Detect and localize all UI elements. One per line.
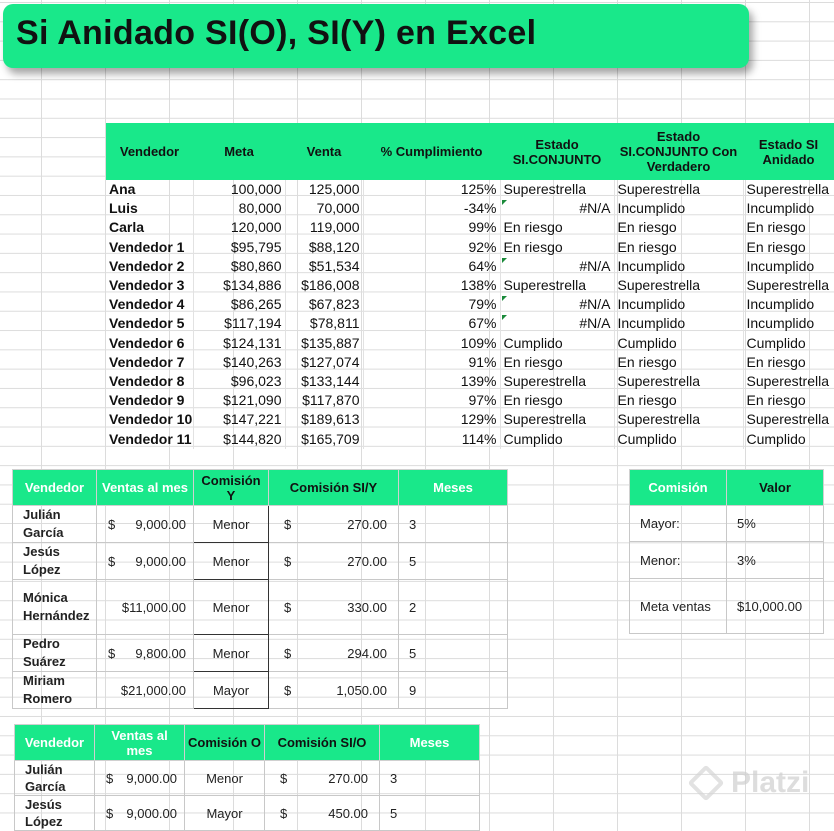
col-header-estado-si-anidado[interactable]: Estado SI Anidado — [743, 123, 834, 180]
money-value — [100, 683, 190, 698]
cell-meses[interactable]: 5 — [399, 635, 508, 672]
cell-venta[interactable]: $88,120 — [285, 238, 363, 257]
platzi-watermark — [693, 766, 809, 800]
cell-vendedor[interactable]: Luis — [106, 199, 193, 218]
cell-vendedor[interactable]: Mónica Hernández — [13, 580, 97, 635]
money-value — [272, 600, 395, 615]
cell-ventas-mes[interactable] — [97, 580, 194, 635]
cell-estado-si-conjunto-verdadero[interactable]: Incumplido — [614, 314, 743, 333]
amount: 270.00 — [347, 516, 387, 532]
cell-ventas-mes[interactable] — [97, 672, 194, 709]
cell-vendedor[interactable]: Vendedor 10 — [106, 410, 193, 429]
cell-estado-si-anidado[interactable]: En riesgo — [743, 391, 834, 410]
cell-comision-valor[interactable] — [269, 506, 399, 543]
cell-meses[interactable]: 5 — [380, 796, 480, 831]
cell-estado-si-anidado[interactable]: En riesgo — [743, 353, 834, 372]
cell-estado-si-anidado[interactable]: Superestrella — [743, 410, 834, 429]
table-row — [15, 796, 480, 831]
cell-estado-si-conjunto[interactable]: Cumplido — [500, 429, 614, 448]
cell-venta[interactable]: $133,144 — [285, 372, 363, 391]
amount: 9,800.00 — [135, 645, 186, 661]
cell-estado-si-conjunto-verdadero[interactable]: Superestrella — [614, 276, 743, 295]
cell-estado-si-conjunto-verdadero[interactable]: Superestrella — [614, 372, 743, 391]
amount: 9,000.00 — [126, 805, 177, 821]
amount: 330.00 — [347, 599, 387, 615]
cell-cumplimiento[interactable]: 97% — [363, 391, 500, 410]
money-value — [268, 771, 376, 786]
col-header-ventas-mes[interactable]: Ventas al mes — [95, 725, 185, 761]
cell-estado-si-anidado[interactable]: Superestrella — [743, 180, 834, 199]
cell-meta[interactable]: $134,886 — [193, 276, 285, 295]
cell-estado-si-conjunto-verdadero[interactable]: En riesgo — [614, 238, 743, 257]
col-header-comision-si-y[interactable]: Comisión SI/Y — [269, 470, 399, 506]
table-row — [106, 372, 834, 391]
cell-ventas-mes[interactable] — [95, 761, 185, 796]
cell-meta[interactable]: 100,000 — [193, 180, 285, 199]
cell-vendedor[interactable]: Vendedor 7 — [106, 353, 193, 372]
cell-estado-si-conjunto[interactable]: #N/A — [500, 295, 614, 314]
cell-estado-si-conjunto[interactable]: #N/A — [500, 199, 614, 218]
cell-meta[interactable]: $96,023 — [193, 372, 285, 391]
cell-estado-si-anidado[interactable]: Cumplido — [743, 334, 834, 353]
amount: $21,000.00 — [120, 682, 186, 698]
cell-vendedor[interactable]: Vendedor 9 — [106, 391, 193, 410]
page-title: Si Anidado SI(O), SI(Y) en Excel — [16, 14, 537, 52]
cell-venta[interactable]: $189,613 — [285, 410, 363, 429]
cell-venta[interactable]: $186,008 — [285, 276, 363, 295]
cell-estado-si-conjunto-verdadero[interactable]: Superestrella — [614, 410, 743, 429]
cell-estado-si-conjunto[interactable]: Superestrella — [500, 276, 614, 295]
cell-cumplimiento[interactable]: 139% — [363, 372, 500, 391]
cell-meta[interactable]: $117,194 — [193, 314, 285, 333]
col-header-meses[interactable]: Meses — [380, 725, 480, 761]
commission-or-table — [14, 724, 480, 831]
watermark-text: Platzi — [731, 766, 810, 799]
cell-comision[interactable]: Mayor — [194, 672, 269, 709]
cell-estado-si-conjunto-verdadero[interactable]: En riesgo — [614, 353, 743, 372]
cell-meses[interactable]: 5 — [399, 543, 508, 580]
cell-cumplimiento[interactable]: 114% — [363, 429, 500, 448]
cell-comision[interactable]: Menor — [185, 761, 265, 796]
platzi-logo-icon — [688, 765, 725, 802]
cell-vendedor[interactable]: Vendedor 4 — [106, 295, 193, 314]
cell-estado-si-conjunto-verdadero[interactable]: En riesgo — [614, 218, 743, 237]
currency-symbol: $ — [106, 770, 114, 786]
cell-ventas-mes[interactable] — [97, 635, 194, 672]
money-value — [100, 517, 190, 532]
amount: 450.00 — [328, 805, 368, 821]
cell-meta[interactable]: $147,221 — [193, 410, 285, 429]
col-header-meses[interactable]: Meses — [399, 470, 508, 506]
table-row — [106, 410, 834, 429]
cell-estado-si-anidado[interactable]: Incumplido — [743, 314, 834, 333]
currency-symbol: $ — [284, 645, 292, 661]
money-value — [272, 554, 395, 569]
col-header-valor[interactable]: Valor — [727, 470, 824, 506]
cell-ventas-mes[interactable] — [97, 543, 194, 580]
cell-vendedor[interactable]: Vendedor 6 — [106, 334, 193, 353]
cell-estado-si-conjunto-verdadero[interactable]: En riesgo — [614, 391, 743, 410]
cell-vendedor[interactable]: Miriam Romero — [13, 672, 97, 709]
amount: 270.00 — [328, 770, 368, 786]
cell-cumplimiento[interactable]: 109% — [363, 334, 500, 353]
cell-estado-si-conjunto[interactable]: Superestrella — [500, 372, 614, 391]
cell-ventas-mes[interactable] — [95, 796, 185, 831]
cell-cumplimiento[interactable]: 91% — [363, 353, 500, 372]
amount: 9,000.00 — [135, 553, 186, 569]
table-row — [13, 635, 508, 672]
cell-vendedor[interactable]: Vendedor 3 — [106, 276, 193, 295]
cell-vendedor[interactable]: Carla — [106, 218, 193, 237]
cell-vendedor[interactable]: Vendedor 5 — [106, 314, 193, 333]
currency-symbol: $ — [280, 805, 288, 821]
cell-meta[interactable]: $140,263 — [193, 353, 285, 372]
table-row — [13, 506, 508, 543]
commission-and-table — [12, 469, 508, 709]
cell-venta[interactable]: 125,000 — [285, 180, 363, 199]
cell-comision-valor[interactable] — [265, 796, 380, 831]
cell-venta[interactable]: $67,823 — [285, 295, 363, 314]
cell-vendedor[interactable]: Jesús López — [15, 796, 95, 831]
table-row — [106, 238, 834, 257]
col-header-meta[interactable]: Meta — [193, 123, 285, 180]
cell-venta[interactable]: 119,000 — [285, 218, 363, 237]
col-header-vendedor[interactable]: Vendedor — [13, 470, 97, 506]
cell-meta[interactable]: $86,265 — [193, 295, 285, 314]
col-header-comision-y[interactable]: Comisión Y — [194, 470, 269, 506]
cell-venta[interactable]: $78,811 — [285, 314, 363, 333]
col-header-comision[interactable]: Comisión — [630, 470, 727, 506]
cell-estado-si-conjunto[interactable]: En riesgo — [500, 353, 614, 372]
col-header-estado-si-conjunto[interactable]: Estado SI.CONJUNTO — [500, 123, 614, 180]
cell-cumplimiento[interactable]: 79% — [363, 295, 500, 314]
cell-estado-si-anidado[interactable]: Incumplido — [743, 295, 834, 314]
cell-comision-valor[interactable] — [269, 543, 399, 580]
table-row — [13, 543, 508, 580]
currency-symbol: $ — [108, 553, 116, 569]
param-value-menor[interactable]: 3% — [727, 542, 824, 579]
money-value — [272, 683, 395, 698]
money-value — [100, 600, 190, 615]
commission-parameters-table — [629, 469, 824, 634]
cell-estado-si-anidado[interactable]: Incumplido — [743, 199, 834, 218]
cell-estado-si-conjunto[interactable]: Superestrella — [500, 180, 614, 199]
currency-symbol: $ — [284, 599, 292, 615]
table-row — [106, 276, 834, 295]
cell-estado-si-conjunto[interactable]: En riesgo — [500, 391, 614, 410]
table-row — [106, 391, 834, 410]
cell-estado-si-conjunto[interactable]: Cumplido — [500, 334, 614, 353]
cell-comision[interactable]: Menor — [194, 506, 269, 543]
table-row — [15, 761, 480, 796]
cell-meta[interactable]: $95,795 — [193, 238, 285, 257]
cell-meta[interactable]: 80,000 — [193, 199, 285, 218]
cell-vendedor[interactable]: Vendedor 8 — [106, 372, 193, 391]
cell-estado-si-conjunto[interactable]: En riesgo — [500, 218, 614, 237]
cell-cumplimiento[interactable]: 67% — [363, 314, 500, 333]
sales-status-table — [106, 123, 834, 449]
cell-meses[interactable]: 3 — [380, 761, 480, 796]
cell-meses[interactable]: 3 — [399, 506, 508, 543]
cell-estado-si-conjunto-verdadero[interactable]: Incumplido — [614, 295, 743, 314]
table-row — [13, 580, 508, 635]
currency-symbol: $ — [106, 805, 114, 821]
table-row — [106, 257, 834, 276]
cell-comision[interactable]: Menor — [194, 580, 269, 635]
money-value — [100, 646, 190, 661]
cell-cumplimiento[interactable]: 129% — [363, 410, 500, 429]
cell-comision-valor[interactable] — [269, 635, 399, 672]
col-header-ventas-mes[interactable]: Ventas al mes — [97, 470, 194, 506]
table-row — [106, 334, 834, 353]
cell-cumplimiento[interactable]: 92% — [363, 238, 500, 257]
param-label-mayor[interactable]: Mayor: — [630, 506, 727, 542]
cell-venta[interactable]: $135,887 — [285, 334, 363, 353]
col-header-estado-si-conjunto-verdadero[interactable]: Estado SI.CONJUNTO Con Verdadero — [614, 123, 743, 180]
cell-estado-si-anidado[interactable]: En riesgo — [743, 238, 834, 257]
currency-symbol: $ — [108, 516, 116, 532]
money-value — [272, 517, 395, 532]
amount: 294.00 — [347, 645, 387, 661]
cell-comision[interactable]: Menor — [194, 543, 269, 580]
amount: 9,000.00 — [126, 770, 177, 786]
cell-estado-si-anidado[interactable]: En riesgo — [743, 218, 834, 237]
cell-estado-si-conjunto-verdadero[interactable]: Cumplido — [614, 334, 743, 353]
cell-meta[interactable]: $80,860 — [193, 257, 285, 276]
currency-symbol: $ — [284, 516, 292, 532]
money-value — [100, 554, 190, 569]
currency-symbol: $ — [280, 770, 288, 786]
money-value — [98, 806, 181, 821]
cell-comision-valor[interactable] — [269, 580, 399, 635]
cell-vendedor[interactable]: Vendedor 2 — [106, 257, 193, 276]
col-header-comision-o[interactable]: Comisión O — [185, 725, 265, 761]
col-header-vendedor[interactable]: Vendedor — [106, 123, 193, 180]
currency-symbol: $ — [284, 553, 292, 569]
cell-comision[interactable]: Menor — [194, 635, 269, 672]
cell-venta[interactable]: $117,870 — [285, 391, 363, 410]
cell-comision-valor[interactable] — [269, 672, 399, 709]
table-row — [106, 429, 834, 448]
cell-meta[interactable]: 120,000 — [193, 218, 285, 237]
cell-cumplimiento[interactable]: -34% — [363, 199, 500, 218]
currency-symbol: $ — [108, 645, 116, 661]
param-value-mayor[interactable]: 5% — [727, 506, 824, 542]
cell-estado-si-anidado[interactable]: Cumplido — [743, 429, 834, 448]
cell-venta[interactable]: 70,000 — [285, 199, 363, 218]
table-row — [106, 218, 834, 237]
cell-estado-si-conjunto-verdadero[interactable]: Cumplido — [614, 429, 743, 448]
cell-vendedor[interactable]: Vendedor 11 — [106, 429, 193, 448]
table-row — [106, 180, 834, 199]
amount: 1,050.00 — [336, 682, 387, 698]
cell-comision-valor[interactable] — [265, 761, 380, 796]
table-row — [106, 314, 834, 333]
cell-comision[interactable]: Mayor — [185, 796, 265, 831]
cell-estado-si-conjunto-verdadero[interactable]: Superestrella — [614, 180, 743, 199]
table-row — [13, 672, 508, 709]
cell-cumplimiento[interactable]: 99% — [363, 218, 500, 237]
param-label-meta-ventas[interactable]: Meta ventas — [630, 579, 727, 634]
cell-vendedor[interactable]: Julián García — [15, 761, 95, 796]
amount: 9,000.00 — [135, 516, 186, 532]
money-value — [272, 646, 395, 661]
cell-cumplimiento[interactable]: 138% — [363, 276, 500, 295]
cell-estado-si-conjunto[interactable]: #N/A — [500, 314, 614, 333]
cell-ventas-mes[interactable] — [97, 506, 194, 543]
cell-meta[interactable]: $121,090 — [193, 391, 285, 410]
cell-vendedor[interactable]: Vendedor 1 — [106, 238, 193, 257]
col-header-cumplimiento[interactable]: % Cumplimiento — [363, 123, 500, 180]
cell-cumplimiento[interactable]: 64% — [363, 257, 500, 276]
cell-meses[interactable]: 9 — [399, 672, 508, 709]
cell-venta[interactable]: $127,074 — [285, 353, 363, 372]
currency-symbol: $ — [284, 682, 292, 698]
cell-estado-si-anidado[interactable]: Superestrella — [743, 276, 834, 295]
cell-cumplimiento[interactable]: 125% — [363, 180, 500, 199]
amount: 270.00 — [347, 553, 387, 569]
col-header-vendedor[interactable]: Vendedor — [15, 725, 95, 761]
cell-venta[interactable]: $165,709 — [285, 429, 363, 448]
param-label-menor[interactable]: Menor: — [630, 542, 727, 579]
cell-vendedor[interactable]: Julián García — [13, 506, 97, 543]
param-value-meta-ventas[interactable]: $10,000.00 — [727, 579, 824, 634]
cell-vendedor[interactable]: Pedro Suárez — [13, 635, 97, 672]
col-header-venta[interactable]: Venta — [285, 123, 363, 180]
money-value — [268, 806, 376, 821]
cell-meta[interactable]: $144,820 — [193, 429, 285, 448]
money-value — [98, 771, 181, 786]
cell-estado-si-conjunto-verdadero[interactable]: Incumplido — [614, 257, 743, 276]
cell-meses[interactable]: 2 — [399, 580, 508, 635]
cell-venta[interactable]: $51,534 — [285, 257, 363, 276]
cell-estado-si-anidado[interactable]: Superestrella — [743, 372, 834, 391]
cell-vendedor[interactable]: Jesús López — [13, 543, 97, 580]
col-header-comision-si-o[interactable]: Comisión SI/O — [265, 725, 380, 761]
amount: $11,000.00 — [121, 599, 186, 615]
table-row — [106, 353, 834, 372]
cell-estado-si-anidado[interactable]: Incumplido — [743, 257, 834, 276]
cell-estado-si-conjunto-verdadero[interactable]: Incumplido — [614, 199, 743, 218]
table-row — [106, 295, 834, 314]
cell-vendedor[interactable]: Ana — [106, 180, 193, 199]
cell-estado-si-conjunto[interactable]: Superestrella — [500, 410, 614, 429]
cell-estado-si-conjunto[interactable]: #N/A — [500, 257, 614, 276]
cell-estado-si-conjunto[interactable]: En riesgo — [500, 238, 614, 257]
table-row — [106, 199, 834, 218]
cell-meta[interactable]: $124,131 — [193, 334, 285, 353]
